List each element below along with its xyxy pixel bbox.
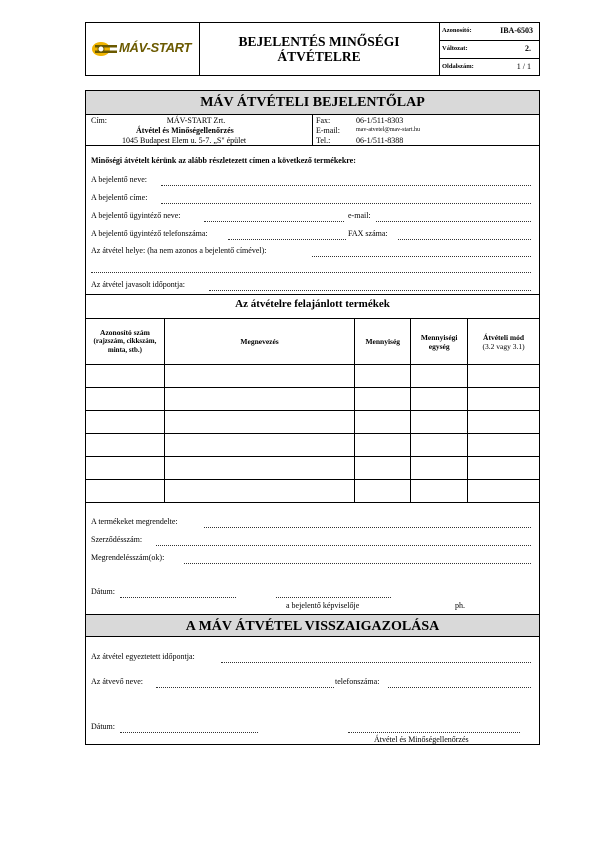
col-header-name: Megnevezés <box>164 319 354 365</box>
table-row <box>86 480 540 503</box>
field-label-order-number: Megrendelésszám(ok): <box>91 553 165 562</box>
field-label-contract: Szerződésszám: <box>91 535 143 544</box>
cell-id[interactable] <box>86 480 165 503</box>
field-label-address: A bejelentő címe: <box>91 193 148 202</box>
fax-label: Fax: <box>316 116 331 125</box>
field-phone[interactable] <box>228 239 346 240</box>
field-receiver-name[interactable] <box>156 687 334 688</box>
cell-mode[interactable] <box>468 365 540 388</box>
document-meta <box>439 23 539 75</box>
cell-name[interactable] <box>164 480 354 503</box>
meta-value-version: 2. <box>525 44 531 53</box>
stamp-caption: ph. <box>455 601 465 610</box>
meta-row-id <box>439 23 539 41</box>
cell-mode[interactable] <box>468 434 540 457</box>
cell-name[interactable] <box>164 434 354 457</box>
confirm-signature-caption: Átvétel és Minőségellenőrzés <box>374 735 469 744</box>
cell-name[interactable] <box>164 411 354 434</box>
field-label-location: Az átvétel helye: (ha nem azonos a bejelentő címével): <box>91 246 267 255</box>
cell-unit[interactable] <box>411 411 468 434</box>
address-block <box>86 115 539 146</box>
field-label-confirm-date: Dátum: <box>91 722 115 731</box>
cell-unit[interactable] <box>411 457 468 480</box>
field-label-phone: A bejelentő ügyintéző telefonszáma: <box>91 229 208 238</box>
representative-caption: a bejelentő képviselője <box>286 601 360 610</box>
cell-id[interactable] <box>86 434 165 457</box>
field-label-fax: FAX száma: <box>348 229 388 238</box>
field-name[interactable] <box>161 185 531 186</box>
cell-quantity[interactable] <box>355 457 411 480</box>
meta-value-page: 1 / 1 <box>516 62 531 71</box>
form-frame <box>85 90 540 745</box>
address-label: Cím: <box>91 116 108 125</box>
cell-name[interactable] <box>164 457 354 480</box>
table-row <box>86 365 540 388</box>
cell-quantity[interactable] <box>355 365 411 388</box>
title-line-2: ÁTVÉTELRE <box>277 49 361 64</box>
field-fax[interactable] <box>398 239 531 240</box>
logo-text: MÁV-START <box>119 40 192 55</box>
tel-label: Tel.: <box>316 136 331 145</box>
title-line-1: BEJELENTÉS MINŐSÉGI <box>238 34 400 49</box>
table-row <box>86 388 540 411</box>
cell-mode[interactable] <box>468 457 540 480</box>
tel-value: 06-1/511-8388 <box>356 136 404 145</box>
address-company: MÁV-START Zrt. <box>166 116 226 125</box>
cell-name[interactable] <box>164 388 354 411</box>
form-title: MÁV ÁTVÉTELI BEJELENTŐLAP <box>86 91 539 115</box>
field-order-number[interactable] <box>184 563 531 564</box>
email-label: E-mail: <box>316 126 340 135</box>
cell-id[interactable] <box>86 388 165 411</box>
meta-label-page: Oldalszám: <box>442 63 474 70</box>
field-representative-signature[interactable] <box>276 597 391 598</box>
field-label-date: Dátum: <box>91 587 115 596</box>
field-email[interactable] <box>376 221 531 222</box>
cell-unit[interactable] <box>411 388 468 411</box>
form-intro: Minőségi átvételt kérünk az alább részletezett címen a következő termékekre: <box>91 156 356 165</box>
col-header-quantity: Mennyiség <box>355 319 411 365</box>
cell-quantity[interactable] <box>355 480 411 503</box>
products-title: Az átvételre felajánlott termékek <box>235 298 390 310</box>
field-label-name: A bejelentő neve: <box>91 175 147 184</box>
field-location[interactable] <box>312 256 531 257</box>
cell-unit[interactable] <box>411 434 468 457</box>
cell-id[interactable] <box>86 457 165 480</box>
field-label-email: e-mail: <box>348 211 371 220</box>
col-header-unit: Mennyiségi egység <box>411 319 468 365</box>
cell-id[interactable] <box>86 365 165 388</box>
fax-value: 06-1/511-8303 <box>356 116 404 125</box>
cell-quantity[interactable] <box>355 434 411 457</box>
address-dept: Átvétel és Minőségellenőrzés <box>136 126 234 135</box>
field-label-contact-name: A bejelentő ügyintéző neve: <box>91 211 181 220</box>
table-row <box>86 434 540 457</box>
field-label-receiver-name: Az átvevő neve: <box>91 677 143 686</box>
col-header-mode: Átvételi mód (3.2 vagy 3.1) <box>468 319 540 365</box>
products-table <box>85 318 540 503</box>
field-label-ordered-by: A termékeket megrendelte: <box>91 517 178 526</box>
cell-unit[interactable] <box>411 365 468 388</box>
document-title <box>199 23 440 75</box>
field-location-line2[interactable] <box>91 272 531 273</box>
field-address[interactable] <box>161 203 531 204</box>
col-header-id: Azonosító szám (rajzszám, cikkszám, minta, stb.) <box>86 319 165 365</box>
cell-quantity[interactable] <box>355 388 411 411</box>
meta-row-page <box>439 59 539 75</box>
cell-mode[interactable] <box>468 411 540 434</box>
document-header <box>85 22 540 76</box>
cell-quantity[interactable] <box>355 411 411 434</box>
meta-row-version <box>439 41 539 59</box>
field-date[interactable] <box>120 597 236 598</box>
cell-name[interactable] <box>164 365 354 388</box>
field-receiver-phone[interactable] <box>388 687 531 688</box>
field-label-receiver-phone: telefonszáma: <box>335 677 380 686</box>
address-street: 1045 Budapest Elem u. 5-7. „S" épület <box>122 136 247 145</box>
field-proposed-date[interactable] <box>209 290 531 291</box>
field-label-proposed-date: Az átvétel javasolt időpontja: <box>91 280 185 289</box>
meta-label-version: Változat: <box>442 45 468 52</box>
field-label-agreed-date: Az átvétel egyeztetett időpontja: <box>91 652 195 661</box>
field-contract[interactable] <box>156 545 531 546</box>
cell-id[interactable] <box>86 411 165 434</box>
cell-mode[interactable] <box>468 388 540 411</box>
cell-mode[interactable] <box>468 480 540 503</box>
logo <box>86 23 200 75</box>
confirm-title: A MÁV ÁTVÉTEL VISSZAIGAZOLÁSA <box>86 614 539 637</box>
field-agreed-date[interactable] <box>221 662 531 663</box>
cell-unit[interactable] <box>411 480 468 503</box>
field-contact-name[interactable] <box>204 221 344 222</box>
table-row <box>86 457 540 480</box>
meta-label-id: Azonosító: <box>442 27 472 34</box>
field-confirm-date[interactable] <box>120 732 258 733</box>
field-confirm-signature[interactable] <box>348 732 520 733</box>
mav-start-logo-icon <box>91 40 119 58</box>
email-value: mav-atvetel@mav-start.hu <box>356 127 421 133</box>
table-row <box>86 411 540 434</box>
meta-value-id: IBA-6503 <box>500 26 533 35</box>
field-ordered-by[interactable] <box>204 527 531 528</box>
